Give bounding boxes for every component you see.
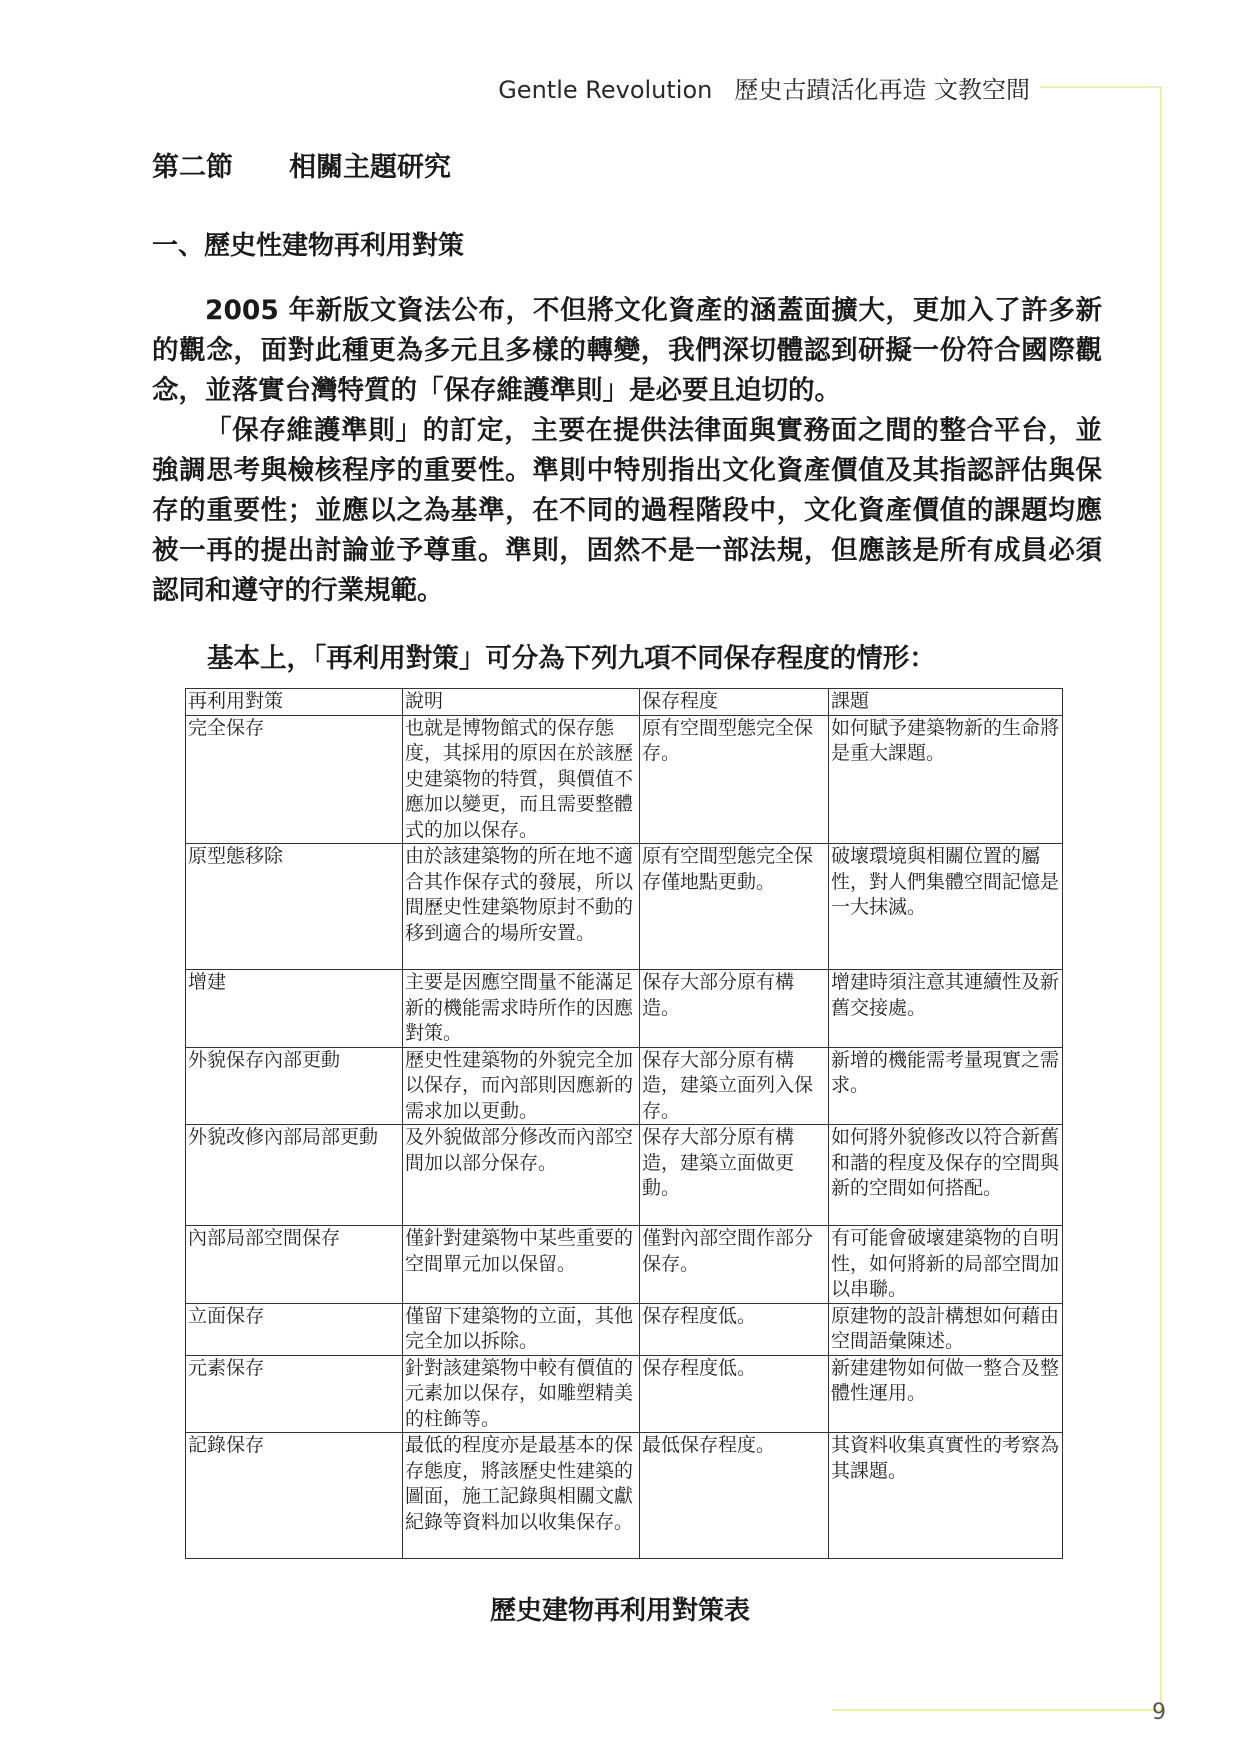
subsection-title: 一、歷史性建物再利用對策 (152, 231, 465, 261)
table-lead-in: 基本上，「再利用對策」可分為下列九項不同保存程度的情形： (207, 643, 936, 674)
cell-description: 僅留下建築物的立面，其他完全加以拆除。 (403, 1303, 640, 1355)
body-text (152, 291, 1102, 611)
cell-strategy: 內部局部空間保存 (186, 1226, 403, 1304)
table-row (186, 1125, 1063, 1226)
cell-issue: 破壞環境與相關位置的屬性，對人們集體空間記憶是一大抹滅。 (829, 844, 1063, 970)
cell-issue: 原建物的設計構想如何藉由空間語彙陳述。 (829, 1303, 1063, 1355)
cell-preservation-level: 保存程度低。 (640, 1303, 829, 1355)
header-description: 說明 (403, 689, 640, 716)
table-row (186, 1433, 1063, 1559)
cell-issue: 如何賦予建築物新的生命將是重大課題。 (829, 715, 1063, 844)
cell-strategy: 元素保存 (186, 1355, 403, 1433)
cell-description: 針對該建築物中較有價值的元素加以保存，如雕塑精美的柱飾等。 (403, 1355, 640, 1433)
cell-preservation-level: 保存大部分原有構造。 (640, 970, 829, 1048)
header-strategy: 再利用對策 (186, 689, 403, 716)
cell-issue: 如何將外貌修改以符合新舊和諧的程度及保存的空間與新的空間如何搭配。 (829, 1125, 1063, 1226)
reuse-strategy-table (185, 688, 1063, 1559)
cell-preservation-level: 原有空間型態完全保存僅地點更動。 (640, 844, 829, 970)
table-row (186, 715, 1063, 844)
paragraph-2: 「保存維護準則」的訂定，主要在提供法律面與實務面之間的整合平台，並強調思考與檢核程序的重要性。準則中特別指出文化資產價值及其指認評估與保存的重要性；並應以之為基準，在不同的過程階段中，文化資產價值的課題均應被一再的提出討論並予尊重。準則，固然不是一部法規，但應該是所有成員必須認同和遵守的行業規範。 (152, 415, 1102, 606)
cell-description: 也就是博物館式的保存態度，其採用的原因在於該歷史建築物的特質，與價值不應加以變更，而且需要整體式的加以保存。 (403, 715, 640, 844)
cell-issue: 其資料收集真實性的考察為其課題。 (829, 1433, 1063, 1559)
cell-description: 由於該建築物的所在地不適合其作保存式的發展，所以間歷史性建築物原封不動的移到適合的場所安置。 (403, 844, 640, 970)
cell-preservation-level: 原有空間型態完全保存。 (640, 715, 829, 844)
cell-description: 僅針對建築物中某些重要的空間單元加以保留。 (403, 1226, 640, 1304)
section-heading (152, 145, 451, 184)
table-row (186, 1355, 1063, 1433)
cell-strategy: 增建 (186, 970, 403, 1048)
running-header-right: 歷史古蹟活化再造 文教空間 (734, 76, 1030, 104)
cell-preservation-level: 保存程度低。 (640, 1355, 829, 1433)
cell-strategy: 完全保存 (186, 715, 403, 844)
section-number: 第二節 (152, 152, 233, 183)
cell-description: 主要是因應空間量不能滿足新的機能需求時所作的因應對策。 (403, 970, 640, 1048)
paragraph-1: 2005 年新版文資法公布，不但將文化資產的涵蓋面擴大，更加入了許多新的觀念，面對此種更為多元且多樣的轉變，我們深切體認到研擬一份符合國際觀念，並落實台灣特質的「保存維護準則」是必要且迫切的。 (152, 295, 1102, 406)
page-frame-top-line (1040, 86, 1162, 88)
cell-issue: 增建時須注意其連續性及新舊交接處。 (829, 970, 1063, 1048)
cell-preservation-level: 保存大部分原有構造，建築立面列入保存。 (640, 1047, 829, 1125)
cell-strategy: 原型態移除 (186, 844, 403, 970)
cell-strategy: 記錄保存 (186, 1433, 403, 1559)
section-title: 相關主題研究 (289, 152, 451, 183)
cell-preservation-level: 保存大部分原有構造，建築立面做更動。 (640, 1125, 829, 1226)
cell-preservation-level: 僅對內部空間作部分保存。 (640, 1226, 829, 1304)
cell-preservation-level: 最低保存程度。 (640, 1433, 829, 1559)
cell-issue: 有可能會破壞建築物的自明性，如何將新的局部空間加以串聯。 (829, 1226, 1063, 1304)
cell-description: 及外貌做部分修改而內部空間加以部分保存。 (403, 1125, 640, 1226)
header-issue: 課題 (829, 689, 1063, 716)
cell-strategy: 立面保存 (186, 1303, 403, 1355)
page-frame-bottom-line (832, 1709, 1162, 1711)
table-row (186, 1226, 1063, 1304)
cell-issue: 新建建物如何做一整合及整體性運用。 (829, 1355, 1063, 1433)
table-caption: 歷史建物再利用對策表 (489, 1596, 750, 1626)
page-frame-right-line (1160, 86, 1162, 1710)
cell-strategy: 外貌保存內部更動 (186, 1047, 403, 1125)
cell-issue: 新增的機能需考量現實之需求。 (829, 1047, 1063, 1125)
cell-strategy: 外貌改修內部局部更動 (186, 1125, 403, 1226)
running-header (498, 70, 1030, 105)
table-row (186, 844, 1063, 970)
cell-description: 歷史性建築物的外貌完全加以保存，而內部則因應新的需求加以更動。 (403, 1047, 640, 1125)
running-header-left: Gentle Revolution (498, 76, 713, 104)
page-number: 9 (1152, 1700, 1166, 1725)
header-preservation-level: 保存程度 (640, 689, 829, 716)
cell-description: 最低的程度亦是最基本的保存態度，將該歷史性建築的圖面，施工記錄與相關文獻紀錄等資料加以收集保存。 (403, 1433, 640, 1559)
table-row (186, 970, 1063, 1048)
table-row (186, 1047, 1063, 1125)
table-row (186, 1303, 1063, 1355)
table-header-row (186, 689, 1063, 716)
